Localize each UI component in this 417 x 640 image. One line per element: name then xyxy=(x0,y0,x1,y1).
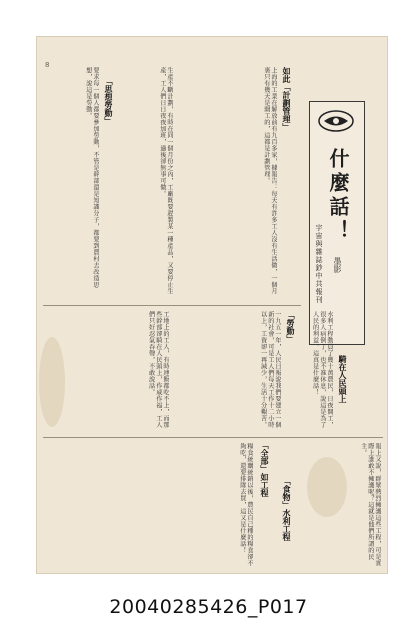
section-divider xyxy=(43,305,301,306)
text-column: 生產不斷計劃，有時在同一個月份之內，工廠既要趕製某一種產品，又要停止生產，工人們日日夜夜加班，過後卻無事可做。 xyxy=(158,67,173,295)
emblem-icon xyxy=(316,108,356,134)
article-subtitle: 宇宙與雜誌鈔中共報刊 xyxy=(315,224,323,304)
text-column: 上海的工業在解放前有九百多家，據報告：每天有許多工人沒有生活做，一個月裏只有幾天是開工的，這都是計劃管理。 xyxy=(262,67,277,295)
section-heading: 「食物」水利工程 xyxy=(282,477,291,541)
text-column: 一九五一年，人民日報說我們要建立一個新的社會，可是工人們每天工作十二小時以上，工資卻一再減少，生活十分艱苦。 xyxy=(259,311,281,428)
text-column: 要求每一個人都要參加勞動，不管是幹部還是知識分子，都要到農村去改造思想，說這是勞動。 xyxy=(84,67,99,288)
section-heading: 「全部」如工程 xyxy=(260,441,269,497)
scanned-page xyxy=(36,36,388,574)
page-number: 8 xyxy=(45,61,50,69)
text-column: 報上又說，群眾熱烈擁護這些工程，可是實際上誰敢不擁護呢？這就是他們所謂的民主。 xyxy=(359,443,381,567)
image-caption: 20040285426_P017 xyxy=(109,596,308,618)
article-title: 什麼話！ xyxy=(326,148,350,244)
article-author: 墨影 xyxy=(333,257,342,273)
text-column: 水利工程動員了幾十萬農民，日夜開工，很多人病倒了，也不准休息，說這是為了人民的利益，這真是什麼話！ xyxy=(311,311,333,428)
section-heading: 「勞動」 xyxy=(286,311,295,343)
section-divider xyxy=(43,437,383,438)
text-column: 工地上的工人，有時連飯都吃不上，而那些幹部卻騎在人民頭上，作威作福，工人們只好忍氣吞聲，不敢說話。 xyxy=(147,311,169,428)
section-heading: 「思想勞動」 xyxy=(104,77,113,125)
text-column: 糧食統購統銷以後，農民自己種的糧食卻不夠吃，還要排隊去買，這又是什麼話！ xyxy=(238,443,253,567)
section-heading: 騎在人民頭上 xyxy=(338,355,347,403)
article-title-box xyxy=(309,101,365,345)
section-heading: 如此「計劃管理」 xyxy=(282,67,291,131)
